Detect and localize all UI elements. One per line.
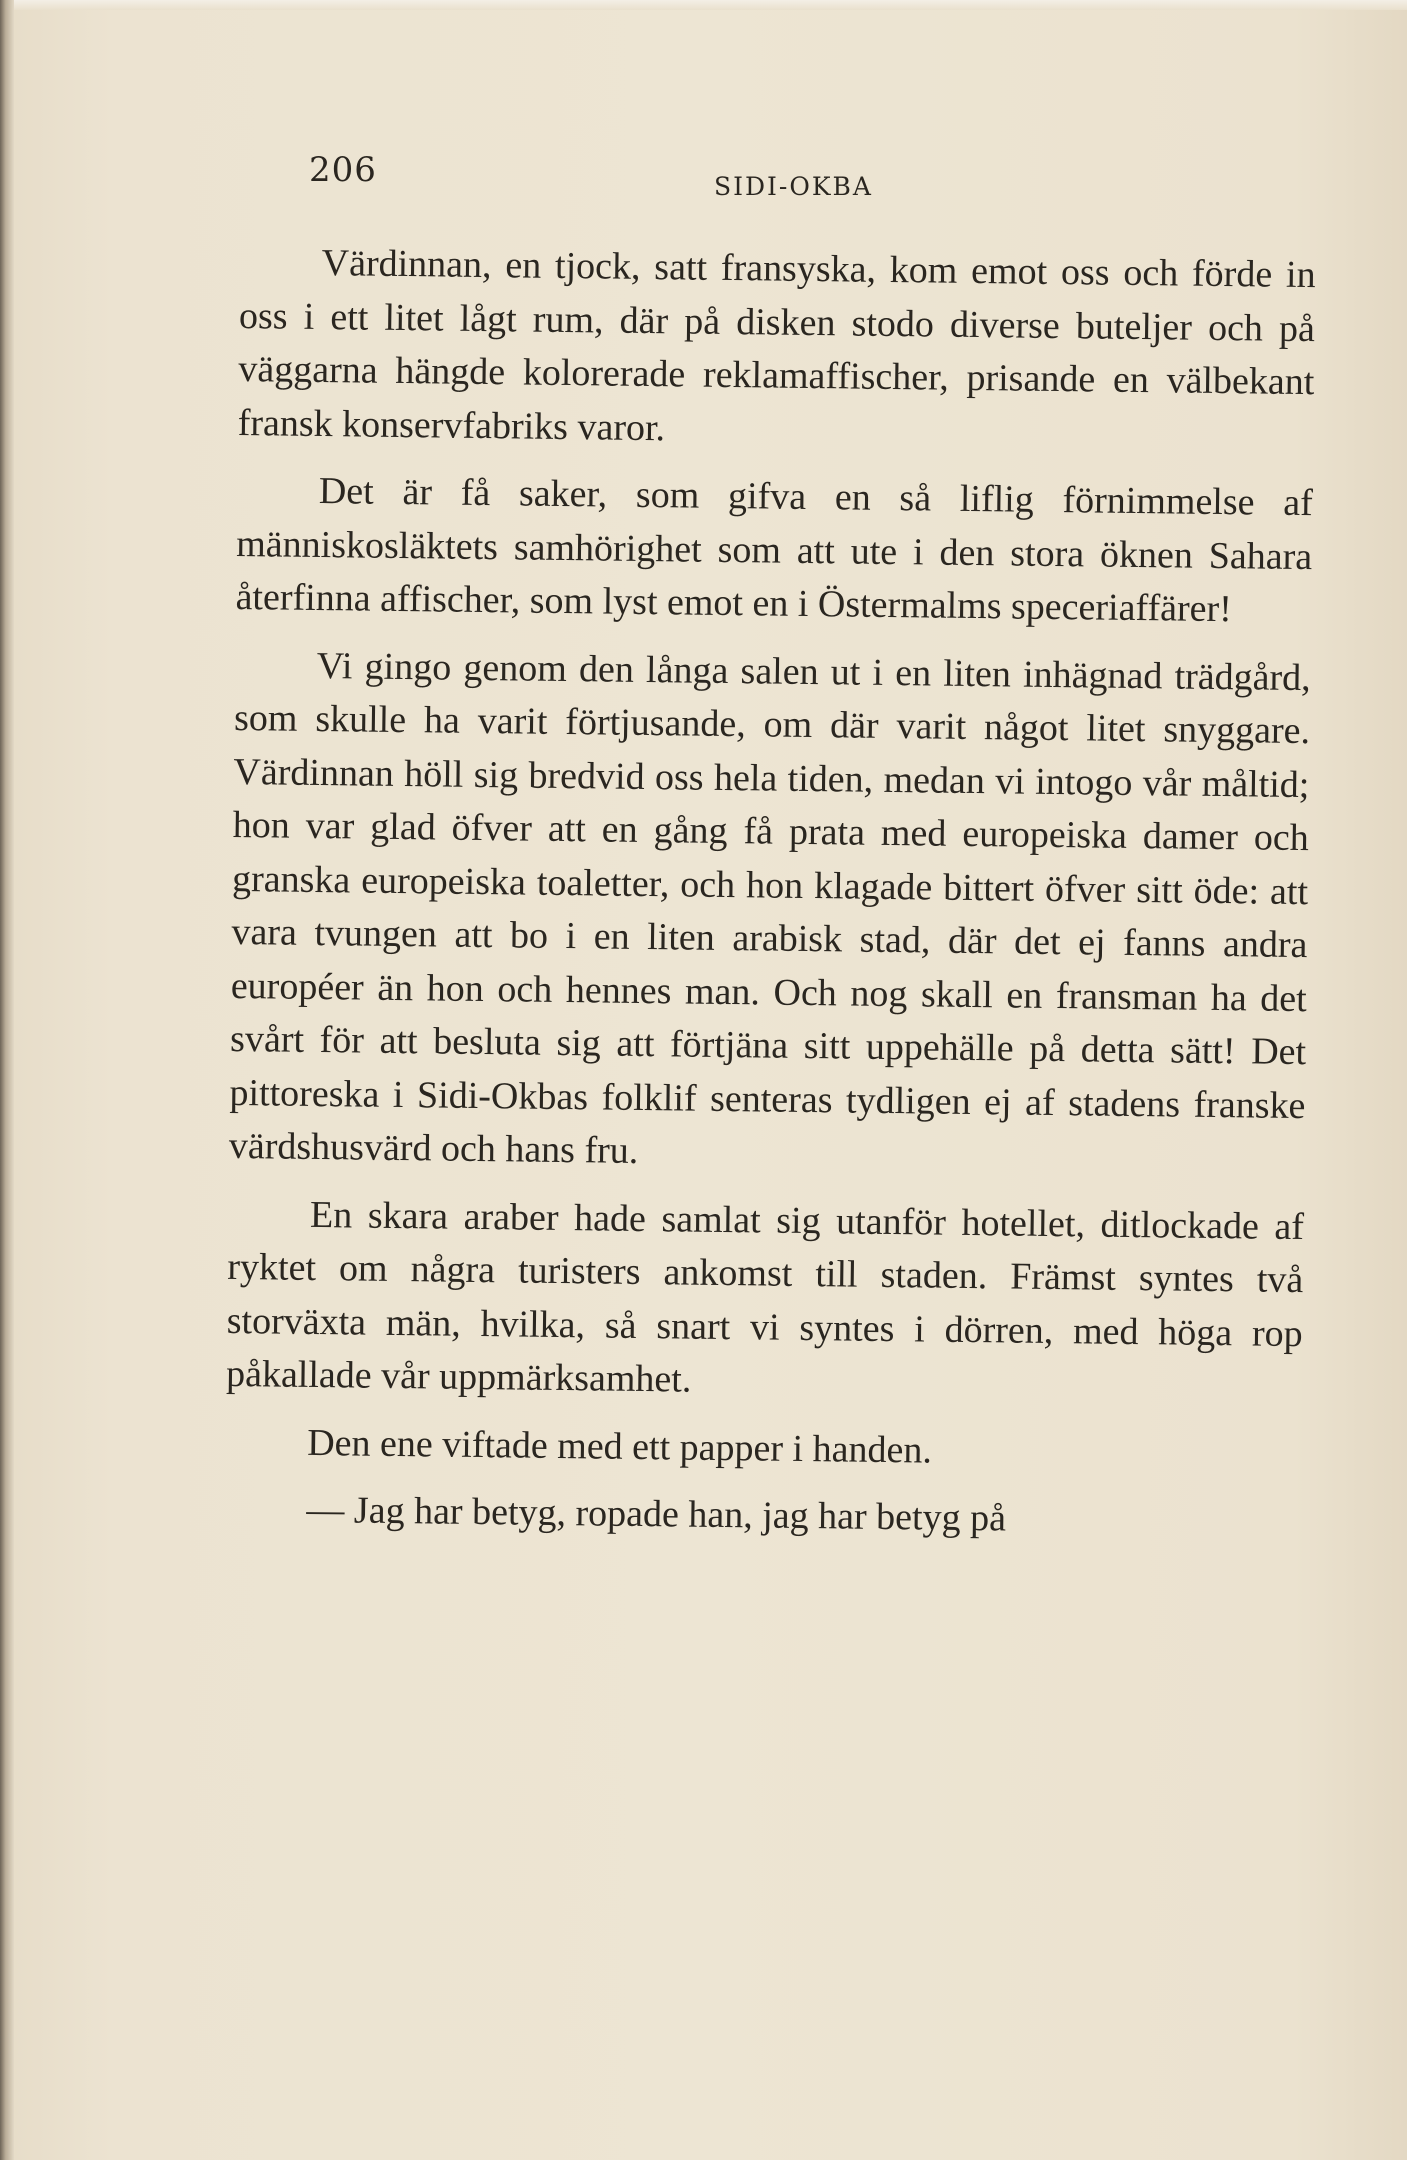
page-number: 206 [309,150,377,190]
running-head: SIDI-OKBA [714,172,873,201]
body-text [224,236,1316,1550]
paragraph-1: Värdinnan, en tjock, satt fransyska, kom emot oss och förde in oss i ett litet lågt rum, där på disken stodo diverse buteljer och på väggarna hängde kolorerade reklamaffischer, prisande en välbekant fransk konservfabriks varor. [237,242,1316,449]
paragraph-5: Den ene viftade med ett papper i handen. [307,1421,933,1472]
paragraph-2: Det är få saker, som gifva en så liflig förnimmelse af människosläktets samhörighet som att ute i den stora öknen Sahara återfinna affischer, som lyst emot en i Östermalms speceriaffärer! [235,469,1314,631]
page-top-edge [0,0,1407,10]
page-header [309,150,1309,200]
paragraph-4: En skara araber hade samlat sig utanför hotellet, ditlockade af ryktet om några turisters ankomst till staden. Främst syntes två storväxta män, hvilka, så snart vi syntes i dörren, med höga rop påkallade vår uppmärksamhet. [225,1193,1305,1401]
page-binding-edge [0,0,14,2160]
paragraph-6: — Jag har betyg, ropade han, jag har betyg på [306,1488,1007,1540]
paragraph-3: Vi gingo genom den långa salen ut i en liten inhägnad trädgård, som skulle ha varit förtjusande, om där varit något litet snyggare. Värdinnan höll sig bredvid oss hela tiden, medan vi intogo vår måltid; hon var glad öfver att en gång få prata med europeiska damer och granska europeiska toaletter, och hon klagade bittert öfver sitt öde: att vara tvungen att bo i en liten arabisk stad, där det ej fanns andra européer än hon och hennes man. Och nog skall en fransman ha det svårt för att besluta sig att förtjäna sitt uppehälle på detta sätt! Det pittoreska i Sidi-Okbas folklif senteras tydligen ej af stadens franske värdshusvärd och hans fru. [228,644,1311,1172]
